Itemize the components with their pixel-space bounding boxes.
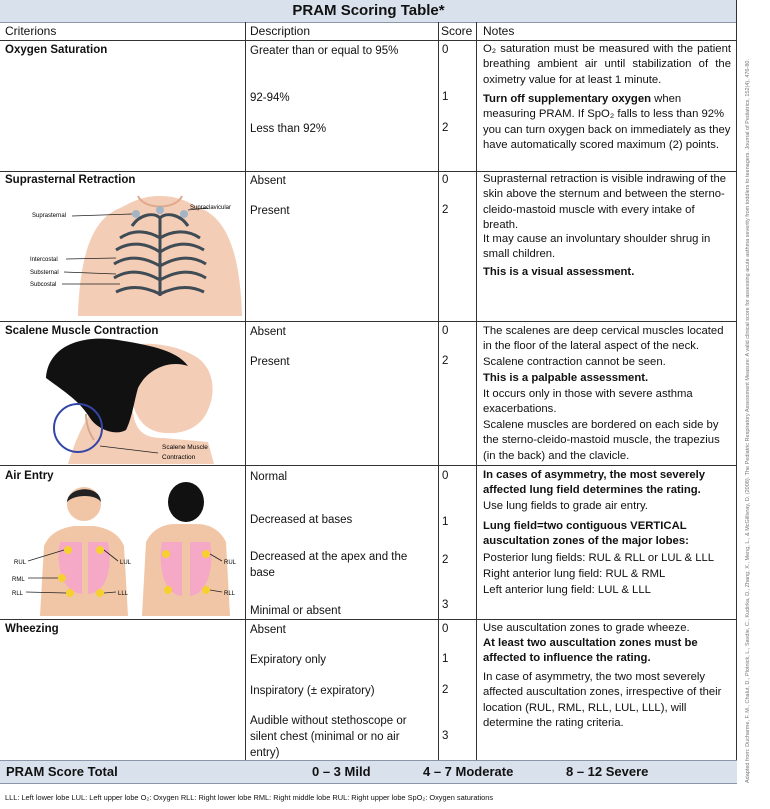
- note: [483, 92, 731, 153]
- divider: [245, 22, 246, 760]
- note: The scalenes are deep cervical muscles located in the floor of the lateral aspect of the neck.: [483, 325, 724, 353]
- label-rul-posterior: RUL: [224, 560, 237, 566]
- label-rll: RLL: [12, 591, 24, 597]
- divider: [476, 22, 477, 760]
- note: [483, 265, 731, 280]
- anterior-figure: [40, 487, 128, 616]
- note: [483, 636, 731, 667]
- note: [483, 519, 731, 550]
- divider: [0, 40, 737, 41]
- supraclavicular-marker: [132, 210, 140, 218]
- label-supraclavicular: Supraclavicular: [190, 205, 232, 211]
- note: Posterior lung fields: RUL & RLL or LUL & LLL: [483, 552, 715, 564]
- description: Absent: [250, 326, 286, 338]
- scalene-neck-illustration: [38, 338, 238, 464]
- label-intercostal: Intercostal: [30, 257, 58, 263]
- score: 0: [442, 470, 449, 482]
- chest-retraction-illustration: [20, 188, 242, 316]
- citation-sidebar: Adapted from: Ducharme, F. M., Chalut, D., Plotnick, L., Savdie, C., Kudirka, D., Zhang, X., Meng, L., & McGillivray, D. (2008). The Pediatric Respiratory Assessment Measure: A valid clinical score for assessing acute asthma severity from toddlers to teenagers. Journal of Pediatrics, 152(4), 476-80.: [745, 59, 751, 783]
- label-lul: LUL: [120, 560, 132, 566]
- divider: [0, 465, 737, 466]
- note: It occurs only in those with severe asthma exacerbations.: [483, 388, 693, 416]
- header-criterions: Criterions: [5, 24, 57, 38]
- table-title: PRAM Scoring Table*: [0, 0, 737, 23]
- description: Expiratory only: [250, 654, 327, 666]
- label-suprasternal: Suprasternal: [32, 213, 67, 219]
- note-emphasis: In cases of asymmetry, the most severely affected lung field determines the rating.: [483, 469, 706, 497]
- criterion-air-entry: Air Entry: [5, 470, 54, 482]
- score: 0: [442, 623, 449, 635]
- score: 2: [442, 684, 449, 696]
- note-emphasis: Lung field=two contiguous VERTICAL auscultation zones of the major lobes:: [483, 520, 689, 548]
- description: Present: [250, 356, 290, 368]
- criterion-suprasternal-retraction: Suprasternal Retraction: [5, 174, 136, 186]
- note: It may cause an involuntary shoulder shrug in small children.: [483, 233, 711, 261]
- label-rul: RUL: [14, 560, 27, 566]
- label-lll: LLL: [118, 591, 129, 597]
- note: [483, 371, 731, 386]
- criterion-scalene-muscle-contraction: Scalene Muscle Contraction: [5, 325, 159, 337]
- note: Right anterior lung field: RUL & RML: [483, 568, 666, 580]
- score-range-severe: 8 – 12 Severe: [566, 764, 649, 779]
- note: Use lung fields to grade air entry.: [483, 500, 648, 512]
- header-notes: Notes: [483, 24, 515, 38]
- score: 0: [442, 325, 449, 337]
- description: Present: [250, 205, 290, 217]
- note: O₂ saturation must be measured with the patient breathing ambient air until stabilization of the oximetry value for at least 1 minute.: [483, 43, 731, 86]
- divider: [0, 619, 737, 620]
- description: 92-94%: [250, 92, 290, 104]
- description: Decreased at bases: [250, 514, 353, 526]
- score: 0: [442, 174, 449, 186]
- note: Use auscultation zones to grade wheeze.: [483, 622, 690, 634]
- note-emphasis: This is a palpable assessment.: [483, 372, 649, 384]
- note-emphasis: This is a visual assessment.: [483, 266, 635, 278]
- label-scalene-muscle: Scalene Muscle: [162, 444, 208, 451]
- score: 2: [442, 355, 449, 367]
- label-rml: RML: [12, 577, 25, 583]
- label-rll-posterior: RLL: [224, 591, 236, 597]
- score: 2: [442, 554, 449, 566]
- score-total-bar: [0, 760, 737, 784]
- description: Minimal or absent: [250, 605, 341, 617]
- description: Decreased at the apex and the base: [250, 551, 408, 579]
- score: 1: [442, 91, 449, 103]
- criterion-wheezing: Wheezing: [5, 623, 59, 635]
- suprasternal-marker: [156, 206, 164, 214]
- label-subcostal: Subcostal: [30, 282, 57, 288]
- description: Audible without stethoscope or silent chest (minimal or no air entry): [250, 715, 407, 759]
- score: 1: [442, 653, 449, 665]
- score: 2: [442, 204, 449, 216]
- score-range-moderate: 4 – 7 Moderate: [423, 764, 514, 779]
- note-emphasis: At least two auscultation zones must be affected to influence the rating.: [483, 637, 698, 665]
- description: Absent: [250, 624, 286, 636]
- note-emphasis: Turn off supplementary oxygen: [483, 93, 652, 105]
- description: Greater than or equal to 95%: [250, 45, 399, 57]
- score: 1: [442, 516, 449, 528]
- divider: [736, 0, 737, 783]
- supraclavicular-marker: [180, 210, 188, 218]
- score: 0: [442, 44, 449, 56]
- note: Suprasternal retraction is visible indrawing of the skin above the sternum and between the sterno-cleido-mastoid muscle with every intake of breath.: [483, 173, 727, 231]
- score: 2: [442, 122, 449, 134]
- note-text: when measuring PRAM. If SpO₂ falls to less than 92% you can turn oxygen back on immediately as they have automatically scored maximum (2) points.: [483, 93, 731, 151]
- lung-zones-illustration: [0, 482, 244, 616]
- score-total-label: PRAM Score Total: [6, 764, 118, 779]
- note: Left anterior lung field: LUL & LLL: [483, 584, 651, 596]
- note: Scalene muscles are bordered on each side by the sterno-cleido-mastoid muscle, the trapezius (in the back) and the clavicle.: [483, 419, 720, 462]
- criterion-oxygen-saturation: Oxygen Saturation: [5, 44, 108, 56]
- note: Scalene contraction cannot be seen.: [483, 356, 666, 368]
- header-score: Score: [441, 24, 473, 38]
- label-contraction: Contraction: [162, 454, 196, 461]
- label-substernal: Substernal: [30, 270, 59, 276]
- posterior-figure: [142, 482, 230, 616]
- description: Less than 92%: [250, 123, 327, 135]
- divider: [438, 22, 439, 760]
- score: 3: [442, 730, 449, 742]
- description: Inspiratory (± expiratory): [250, 685, 375, 697]
- abbreviation-legend: LLL: Left lower lobe LUL: Left upper lobe O₂: Oxygen RLL: Right lower lobe RML: Right middle lobe RUL: Right upper lobe SpO₂: Oxygen saturations: [5, 793, 494, 802]
- note: In case of asymmetry, the two most severely affected auscultation zones, irrespective of their location (RUL, RML, RLL, LUL, LLL), will determine the rating criteria.: [483, 671, 722, 729]
- header-description: Description: [250, 24, 311, 38]
- score-range-mild: 0 – 3 Mild: [312, 764, 371, 779]
- description: Normal: [250, 471, 288, 483]
- divider: [0, 321, 737, 322]
- note: [483, 468, 731, 499]
- score: 3: [442, 599, 449, 611]
- description: Absent: [250, 175, 286, 187]
